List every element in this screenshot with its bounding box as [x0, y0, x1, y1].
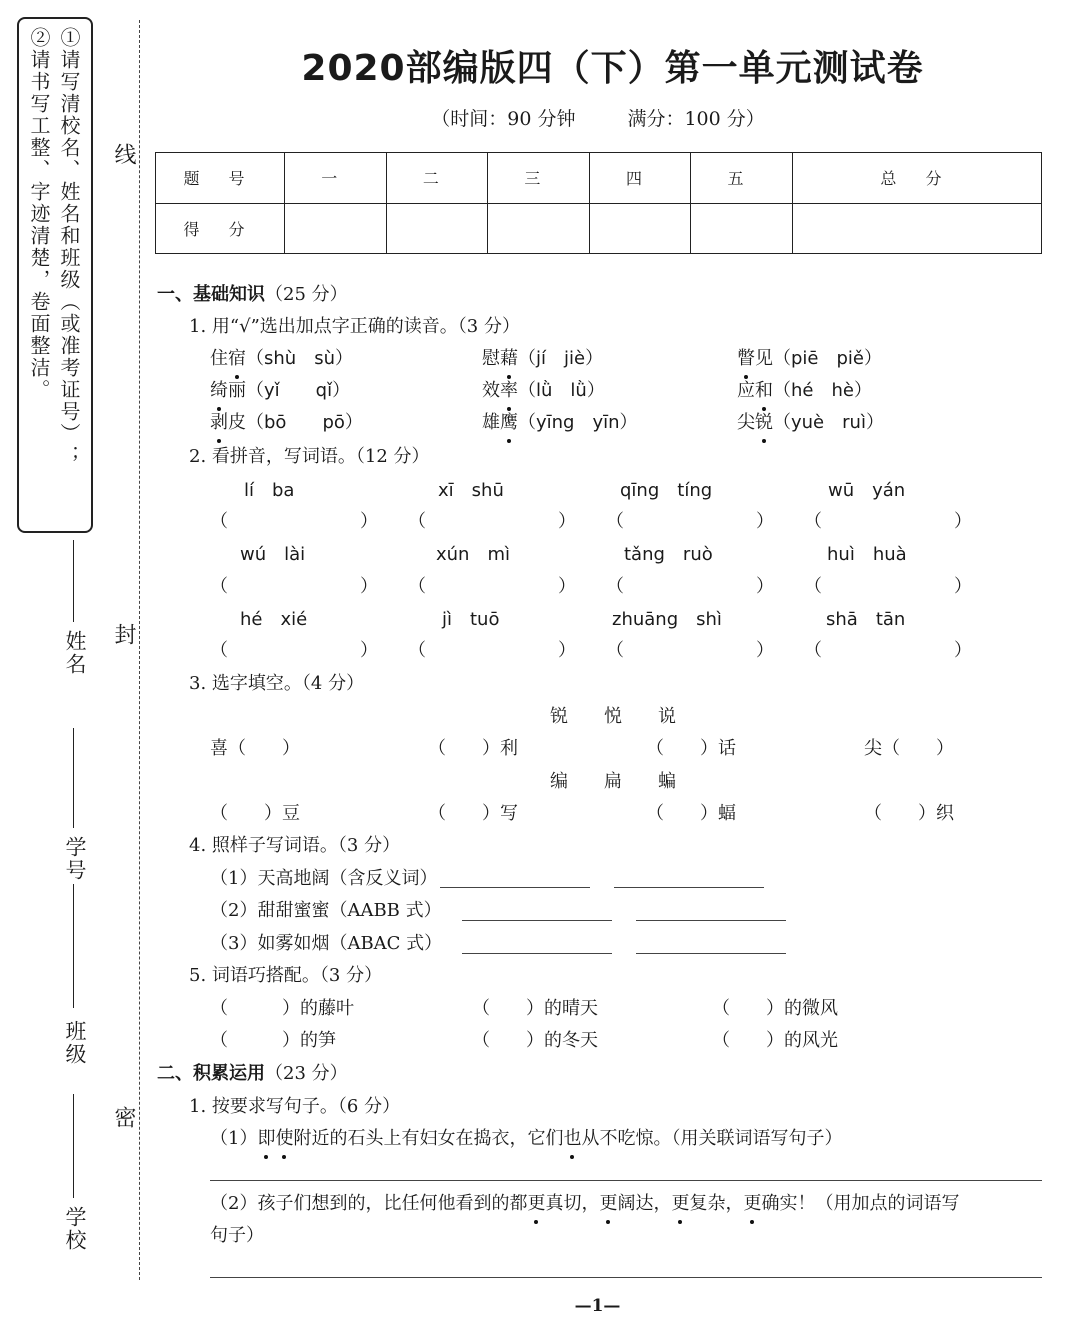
pinyin-prompt: jì tuō [442, 609, 500, 630]
fill-blank[interactable]: 喜（ ） [210, 738, 300, 759]
full-score-info: 满分：100 分） [627, 108, 765, 130]
question-1-1: 1. 用“√”选出加点字正确的读音。（3 分） [189, 316, 520, 337]
fill-blank[interactable]: （ ）利 [428, 738, 518, 759]
seal-char-seal: 封 [111, 623, 136, 645]
reading-item: 应和（hé hè） [737, 376, 872, 402]
answer-box[interactable]: （ ） [606, 511, 781, 532]
reading-item: 剥皮（bō pō） [210, 408, 363, 434]
pinyin-prompt: lí ba [244, 480, 295, 501]
pinyin-prompt: tǎng ruò [624, 544, 713, 565]
pinyin-prompt: huì huà [827, 544, 907, 565]
notice-line-1: ①请写清校名、姓名和班级（或准考证号）； [57, 27, 81, 467]
score-table-header [156, 153, 1042, 204]
score-header-cell: 题 号 [156, 153, 285, 204]
score-header-cell: 总 分 [792, 153, 1041, 204]
page-number: —1— [574, 1296, 621, 1316]
question-1-3: 3. 选字填空。（4 分） [189, 673, 365, 694]
reading-item: 绮丽（yǐ qǐ） [210, 376, 350, 402]
reading-item: 尖锐（yuè ruì） [737, 408, 884, 434]
student-id-label: 学号 [63, 836, 87, 882]
name-blank [73, 540, 74, 622]
fill-blank[interactable]: （ ）话 [646, 738, 736, 759]
answer-line[interactable] [462, 920, 612, 921]
match-blank[interactable]: （ ）的藤叶 [210, 998, 354, 1019]
question-2-1: 1. 按要求写句子。（6 分） [189, 1096, 401, 1117]
pinyin-prompt: xún mì [436, 544, 511, 565]
score-cell[interactable] [285, 203, 387, 254]
score-header-cell: 三 [488, 153, 590, 204]
notice-box [17, 17, 93, 533]
example-word: （3）如雾如烟（ABAC 式） [210, 933, 443, 954]
pinyin-prompt: hé xié [240, 609, 308, 630]
score-cell[interactable] [691, 203, 793, 254]
answer-line[interactable] [462, 953, 612, 954]
example-word: （1）天高地阔（含反义词） [210, 868, 438, 889]
name-label: 姓名 [63, 630, 87, 676]
score-row-label: 得 分 [156, 203, 285, 254]
fill-blank[interactable]: （ ）织 [864, 803, 954, 824]
reading-item: 住宿（shù sù） [210, 344, 353, 370]
match-blank[interactable]: （ ）的微风 [712, 998, 838, 1019]
example-word: （2）甜甜蜜蜜（AABB 式） [210, 900, 442, 921]
answer-box[interactable]: （ ） [408, 576, 583, 597]
answer-box[interactable]: （ ） [210, 640, 385, 661]
pinyin-prompt: wū yán [828, 480, 906, 501]
score-header-cell: 四 [589, 153, 691, 204]
school-blank [73, 1094, 74, 1198]
match-blank[interactable]: （ ）的笋 [210, 1030, 336, 1051]
reading-item: 雄鹰（yīng yīn） [482, 408, 638, 434]
score-header-cell: 一 [285, 153, 387, 204]
score-cell[interactable] [792, 203, 1041, 254]
sentence-task-2-cont: 句子） [210, 1225, 264, 1246]
answer-line[interactable] [210, 1180, 1042, 1181]
score-table [155, 152, 1042, 254]
class-blank [73, 884, 74, 1008]
char-choices: 锐 悦 说 [550, 706, 676, 727]
binding-dashed-line [139, 20, 140, 1280]
score-cell[interactable] [589, 203, 691, 254]
class-label: 班级 [63, 1020, 87, 1066]
seal-char-secret: 密 [111, 1106, 136, 1128]
answer-line[interactable] [636, 920, 786, 921]
id-blank [73, 728, 74, 828]
answer-line[interactable] [636, 953, 786, 954]
exam-info [0, 104, 1080, 131]
fill-blank[interactable]: （ ）豆 [210, 803, 300, 824]
question-1-2: 2. 看拼音，写词语。（12 分） [189, 446, 430, 467]
score-cell[interactable] [386, 203, 488, 254]
fill-blank[interactable]: 尖（ ） [864, 738, 954, 759]
sentence-task-1: （1）即使附近的石头上有妇女在捣衣，它们也从不吃惊。（用关联词语写句子） [210, 1124, 842, 1150]
answer-box[interactable]: （ ） [606, 640, 781, 661]
fill-blank[interactable]: （ ）写 [428, 803, 518, 824]
reading-item: 瞥见（piē piě） [737, 344, 882, 370]
school-label: 学校 [63, 1206, 87, 1252]
answer-box[interactable]: （ ） [210, 511, 385, 532]
pinyin-prompt: zhuāng shì [612, 609, 722, 630]
fill-blank[interactable]: （ ）蝠 [646, 803, 736, 824]
answer-line[interactable] [614, 887, 764, 888]
answer-box[interactable]: （ ） [804, 640, 979, 661]
section-1-heading: 一、基础知识（25 分） [157, 284, 348, 305]
seal-char-line: 线 [111, 143, 136, 165]
answer-box[interactable]: （ ） [408, 640, 583, 661]
page-title: 2020部编版四（下）第一单元测试卷 [301, 48, 924, 89]
time-info: （时间：90 分钟 [431, 108, 576, 130]
pinyin-prompt: xī shū [438, 480, 504, 501]
reading-item: 慰藉（jí jiè） [482, 344, 603, 370]
score-header-cell: 五 [691, 153, 793, 204]
score-table-row [156, 203, 1042, 254]
score-cell[interactable] [488, 203, 590, 254]
sentence-task-2: （2）孩子们想到的，比任何他看到的都更真切，更阔达，更复杂，更确实！（用加点的词语写 [210, 1189, 959, 1215]
reading-item: 效率（lǜ lǜ） [482, 376, 605, 402]
question-1-5: 5. 词语巧搭配。（3 分） [189, 965, 383, 986]
answer-line[interactable] [210, 1277, 1042, 1278]
char-choices: 编 扁 蝙 [550, 771, 676, 792]
notice-line-2: ②请书写工整、字迹清楚，卷面整洁。 [27, 27, 51, 401]
answer-box[interactable]: （ ） [210, 576, 385, 597]
match-blank[interactable]: （ ）的风光 [712, 1030, 838, 1051]
answer-box[interactable]: （ ） [606, 576, 781, 597]
match-blank[interactable]: （ ）的冬天 [472, 1030, 598, 1051]
match-blank[interactable]: （ ）的晴天 [472, 998, 598, 1019]
answer-box[interactable]: （ ） [408, 511, 583, 532]
question-1-4: 4. 照样子写词语。（3 分） [189, 835, 401, 856]
score-header-cell: 二 [386, 153, 488, 204]
answer-line[interactable] [440, 887, 590, 888]
answer-box[interactable]: （ ） [804, 576, 979, 597]
pinyin-prompt: qīng tíng [620, 480, 713, 501]
answer-box[interactable]: （ ） [804, 511, 979, 532]
pinyin-prompt: shā tān [826, 609, 906, 630]
section-2-heading: 二、积累运用（23 分） [157, 1063, 348, 1084]
pinyin-prompt: wú lài [240, 544, 306, 565]
